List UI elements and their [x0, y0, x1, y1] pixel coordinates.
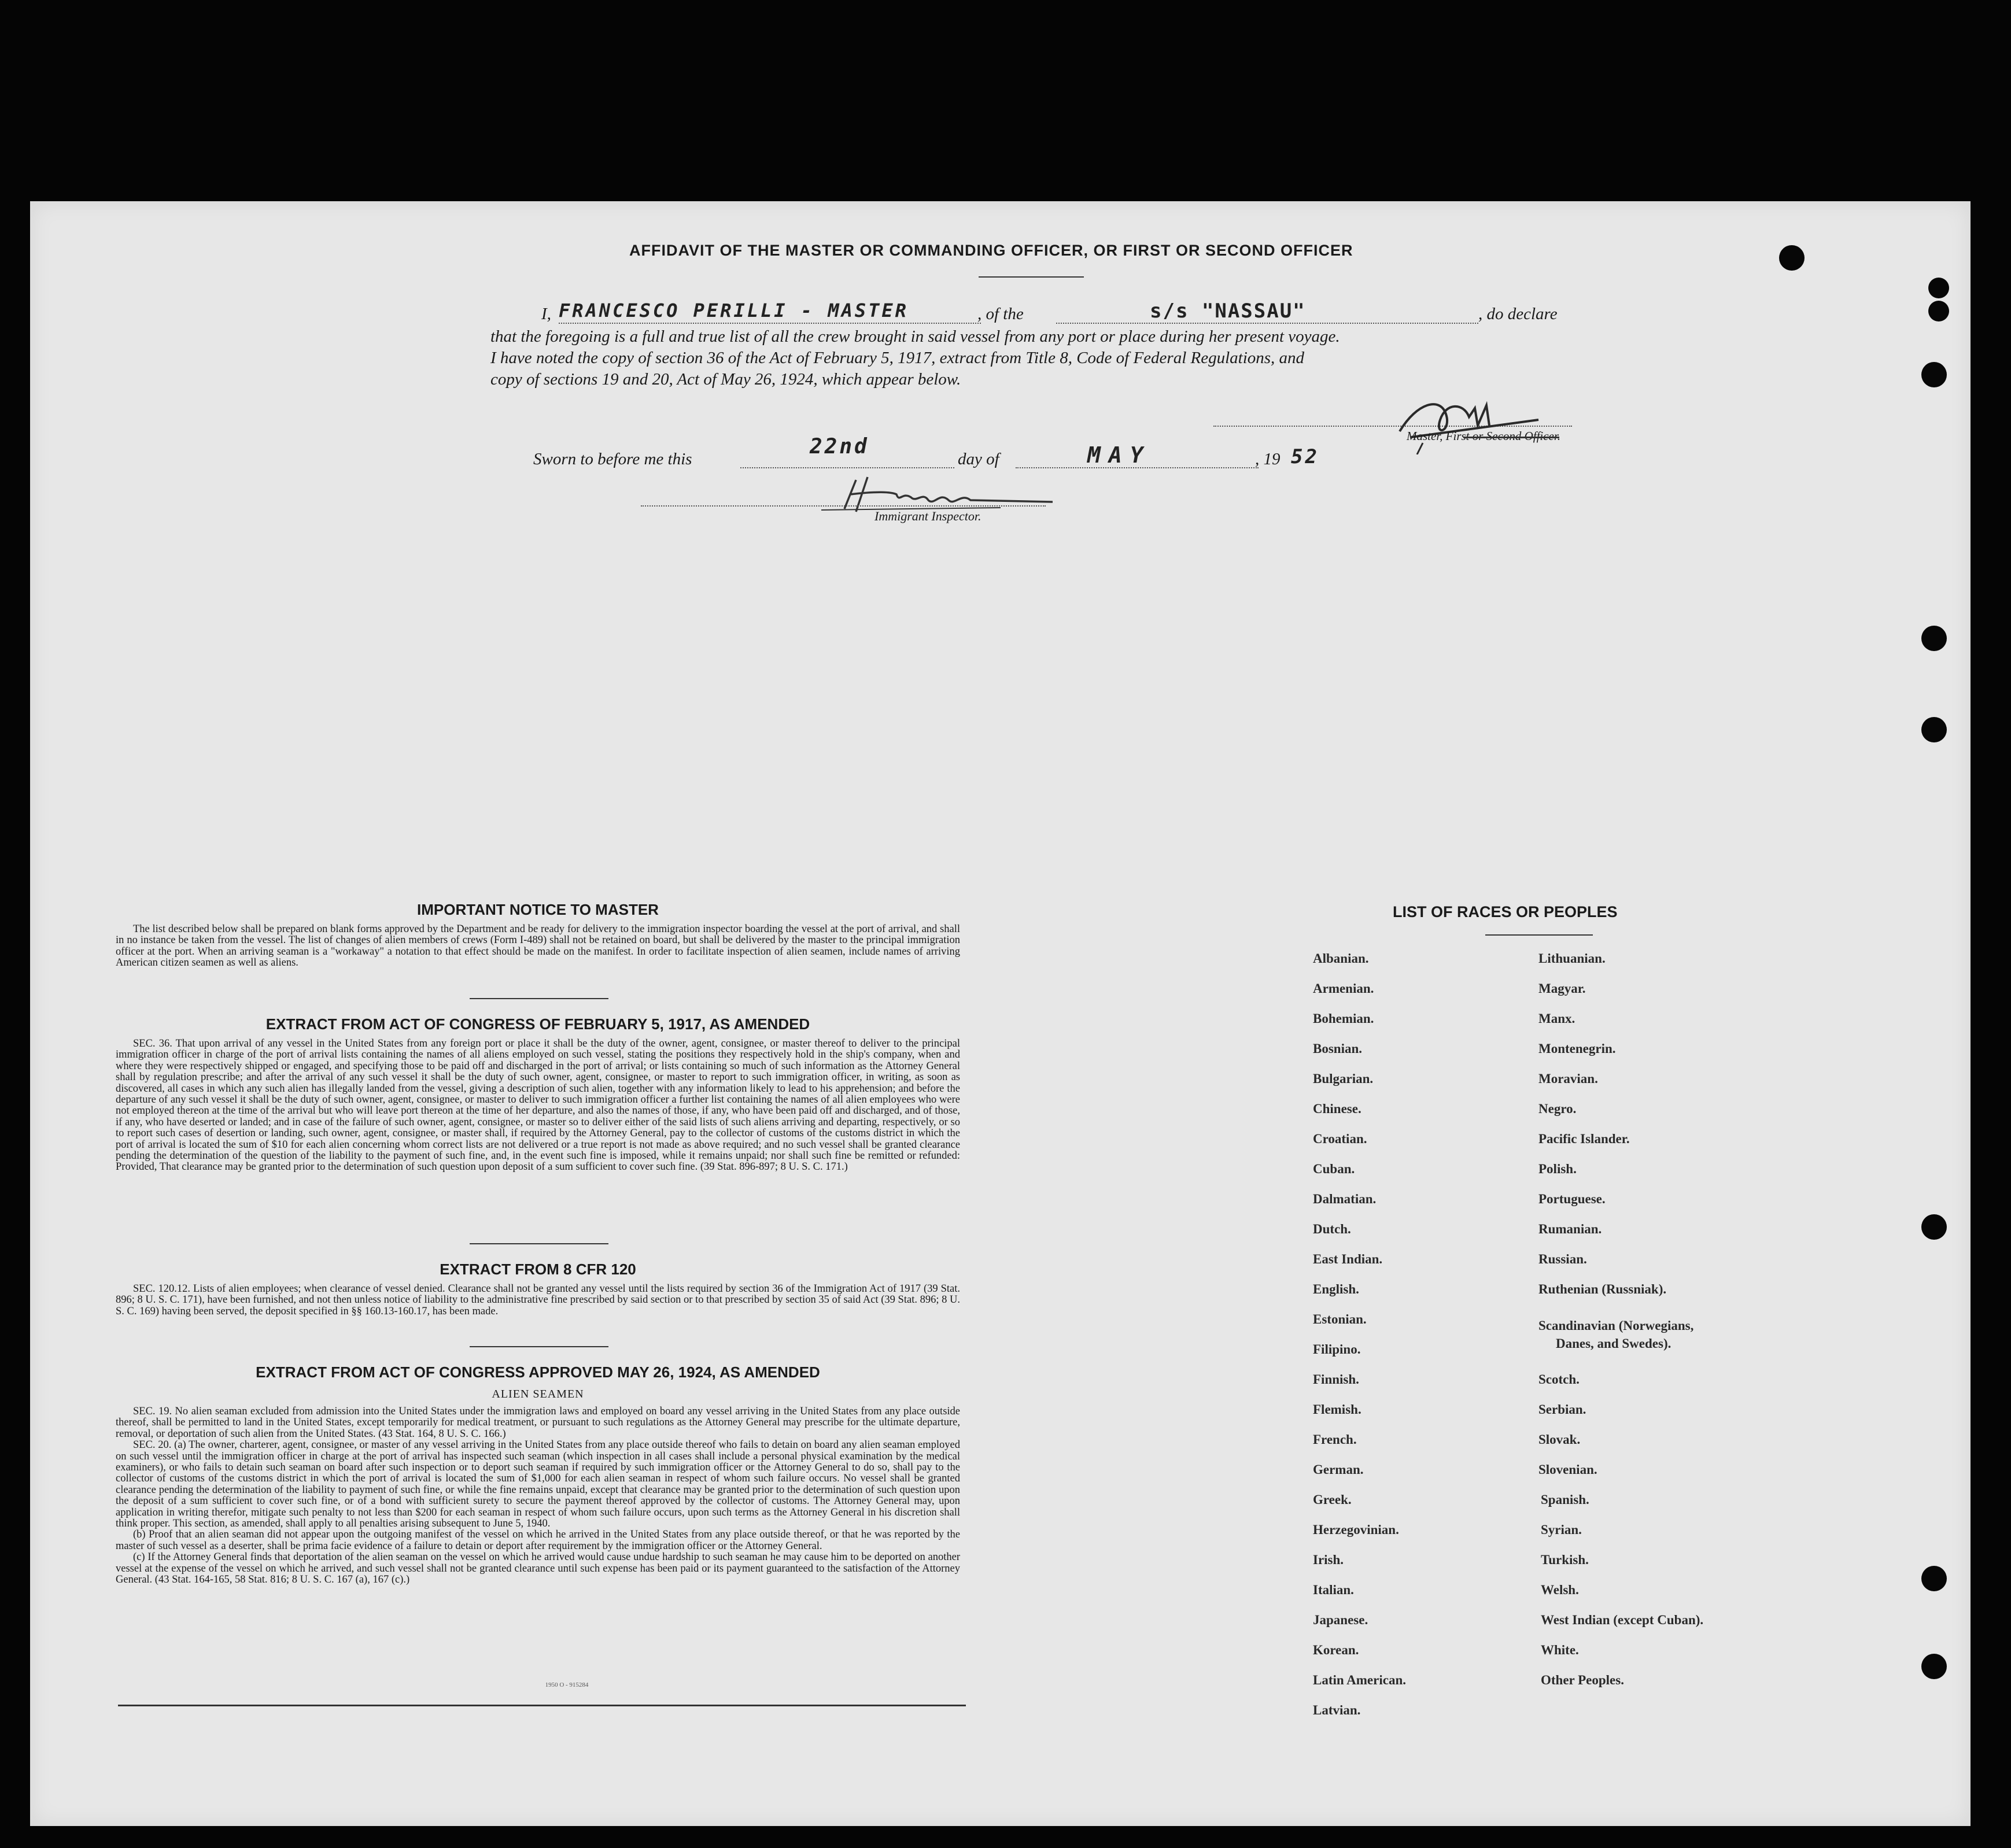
sworn-day: 22nd — [810, 435, 869, 459]
race-item: Other Peoples. — [1541, 1673, 1624, 1687]
race-item: Montenegrin. — [1538, 1041, 1616, 1056]
race-item: Herzegovinian. — [1313, 1522, 1399, 1537]
declaration-do-declare: , do declare — [1478, 305, 1558, 323]
binder-hole-4 — [1921, 362, 1947, 387]
race-item: Scotch. — [1538, 1372, 1580, 1387]
master-signature — [1377, 391, 1550, 454]
race-item: Irish. — [1313, 1553, 1344, 1567]
race-item: Dalmatian. — [1313, 1192, 1377, 1206]
extract-1924-sec19: SEC. 19. No alien seaman excluded from admission into the United States under the immigration laws and employed on board any vessel arriving in the United States from any place outside thereof, shall be permitted to land in the United States, except temporarily for medical treatment, or pursuant to such regulations as the Attorney General may prescribe for the ultimate departure, removal, or deportation of such alien from the United States. (43 Stat. 164, 8 U. S. C. 166.) — [116, 1406, 960, 1440]
extract-1924-title: EXTRACT FROM ACT OF CONGRESS APPROVED MAY 26, 1924, AS AMENDED — [256, 1363, 820, 1381]
extract-1917-title: EXTRACT FROM ACT OF CONGRESS OF FEBRUARY 5, 1917, AS AMENDED — [265, 1015, 810, 1033]
sworn-month: MAY — [1087, 442, 1152, 468]
race-item: Japanese. — [1313, 1613, 1368, 1627]
races-title-rule — [1485, 934, 1593, 936]
extract-1924-sec20a: SEC. 20. (a) The owner, charterer, agent, consignee, or master of any vessel arriving in the United States from any place outside thereof who fails to detain on board any alien seaman employed on such vessel until the immigration officer in charge at the port of arrival has inspected such seaman (which inspection in all cases shall include a personal physical examination by the medical examiners), or who fails to detain such seaman on board after such inspection or to deport such seaman if required by such immigration officer or the Attorney General to do so, shall pay to the collector of customs of the customs district in which the port of arrival is located the sum of $1,000 for each alien seaman in respect of whom such failure occurs. No vessel shall be granted clearance pending the determination of the liability to payment of such fine, or while the fine remains unpaid, except that clearance may be granted prior to the determination of such question upon the deposit of a sum sufficient to cover such fine, or of a bond with sufficient surety to secure the payment thereof approved by the collector of customs. The Attorney General may, upon application in writing therefor, mitigate such penalty to not less than $200 for each seaman in respect of whom such failure occurs, upon such terms as the Attorney General in his discretion shall think proper. This section, as amended, shall apply to all penalties arising subsequent to June 5, 1940. — [116, 1439, 960, 1530]
affidavit-title-rule — [979, 276, 1084, 278]
signature-caption-strike — [1463, 437, 1559, 438]
declaration-of-the: , of the — [977, 305, 1024, 323]
race-item: Syrian. — [1541, 1522, 1582, 1537]
race-item: East Indian. — [1313, 1252, 1383, 1266]
binder-hole-5 — [1921, 626, 1947, 651]
binder-hole-2 — [1928, 278, 1949, 298]
race-item: Moravian. — [1538, 1071, 1598, 1086]
race-item: German. — [1313, 1462, 1364, 1477]
race-item: Cuban. — [1313, 1162, 1355, 1176]
extract-cfr-body — [116, 1284, 960, 1317]
sworn-year-prefix: , 19 — [1255, 450, 1281, 468]
binder-hole-7 — [1921, 1214, 1947, 1240]
declaration-line-4: copy of sections 19 and 20, Act of May 26, 1924, which appear below. — [490, 370, 961, 389]
inspector-caption: Immigrant Inspector. — [874, 509, 981, 523]
race-item: Portuguese. — [1538, 1192, 1606, 1206]
race-item: Manx. — [1538, 1011, 1575, 1026]
race-item: Polish. — [1538, 1162, 1577, 1176]
race-item: Bosnian. — [1313, 1041, 1363, 1056]
race-item: Magyar. — [1538, 981, 1586, 996]
extract-cfr-title: EXTRACT FROM 8 CFR 120 — [440, 1261, 636, 1278]
extract-1924-sec20b: (b) Proof that an alien seaman did not appear upon the outgoing manifest of the vessel on which he arrived in the United States from any place outside thereof, or that he was reported by the master of such vessel as a deserter, shall be prima facie evidence of a failure to detain or deport after requirement by the immigration officer or the Attorney General. — [116, 1529, 960, 1552]
races-title: LIST OF RACES OR PEOPLES — [1393, 903, 1618, 921]
race-item: Scandinavian (Norwegians, — [1538, 1318, 1694, 1333]
race-item: Estonian. — [1313, 1312, 1367, 1326]
extract-1917-paragraph: SEC. 36. That upon arrival of any vessel in the United States from any foreign port or place it shall be the duty of the owner, agent, consignee, or master thereof to deliver to the principal immigration officer in charge of the port of arrival lists containing the names of all aliens employed on such vessel, stating the positions they respectively hold in the ship's company, when and where they were respectively shipped or engaged, and specifying those to be paid off and discharged in the port of arrival; or lists containing so much of such information as the Attorney General shall by regulation prescribe; and after the arrival of any such vessel it shall be the duty of such owner, agent, consignee, or master to report to such immigration officer, in writing, as soon as discovered, all cases in which any such alien has illegally landed from the vessel, giving a description of such alien, together with any information likely to lead to his apprehension; and before the departure of any such vessel it shall be the duty of such owner, agent, consignee, or master to deliver to such immigration officer a further list containing the names of all alien employees who were not employed thereon at the time of the arrival but who will leave port thereon at the time of her departure, and also the names of those, if any, who have been paid off and discharged, and of those, if any, who have deserted or landed; and in case of the failure of such owner, agent, consignee, or master so to deliver either of the said lists of such aliens arriving and departing, respectively, or so to report such cases of desertion or landing, such owner, agent, consignee, or master shall, if required by the Attorney General, pay to the collector of customs of the customs district in which the port of arrival is located the sum of $10 for each alien concerning whom correct lists are not delivered or a true report is not made as above required; and no such vessel shall be granted clearance pending the determination of the question of the liability to the payment of such fine, and, in the event such fine is imposed, while it remains unpaid; nor shall such fine be remitted or refunded: Provided, That clearance may be granted prior to the determination of such question upon deposit of a sum sufficient to cover such fine. (39 Stat. 896-897; 8 U. S. C. 171.) — [116, 1038, 960, 1173]
declarant-name: FRANCESCO PERILLI - MASTER — [559, 300, 909, 321]
race-item: Korean. — [1313, 1643, 1359, 1657]
race-item: Lithuanian. — [1538, 951, 1606, 966]
master-signature-caption: Master, First or Second Officer. — [1407, 429, 1560, 443]
inspector-signature-line — [641, 505, 1046, 507]
extract-1924-subtitle: ALIEN SEAMEN — [492, 1388, 584, 1400]
vessel-name-line — [1056, 323, 1478, 324]
sworn-year: 52 — [1291, 445, 1319, 468]
race-item: Bohemian. — [1313, 1011, 1374, 1026]
sworn-prefix: Sworn to before me this — [533, 450, 692, 468]
race-item: Italian. — [1313, 1583, 1354, 1597]
declaration-line-3: I have noted the copy of section 36 of the Act of February 5, 1917, extract from Title 8, Code of Federal Regulations, and — [490, 349, 1305, 367]
binder-hole-1 — [1779, 245, 1805, 271]
race-item: Danes, and Swedes). — [1556, 1336, 1671, 1351]
binder-hole-6 — [1921, 717, 1947, 742]
race-item: Rumanian. — [1538, 1222, 1602, 1236]
race-item: French. — [1313, 1432, 1357, 1447]
race-item: Dutch. — [1313, 1222, 1351, 1236]
race-item: Chinese. — [1313, 1102, 1361, 1116]
notice-body — [116, 924, 960, 969]
affidavit-title: AFFIDAVIT OF THE MASTER OR COMMANDING OFFICER, OR FIRST OR SECOND OFFICER — [629, 242, 1353, 259]
race-item: Pacific Islander. — [1538, 1132, 1630, 1146]
extract-1924-body — [116, 1406, 960, 1586]
notice-paragraph: The list described below shall be prepared on blank forms approved by the Department and be ready for delivery to the immigration inspector boarding the vessel at the port of arrival, and shall in no instance be taken from the vessel. The list of changes of alien members of crews (Form I-489) shall not be retained on board, but shall be delivered by the master to the principal immigration officer at the port. When an arriving seaman is a "workaway" a notation to that effect should be made on the manifest. In order to facilitate inspection of alien seamen, include names of arriving American citizen seamen as well as aliens. — [116, 923, 960, 969]
binder-hole-9 — [1921, 1654, 1947, 1679]
extract-cfr-rule — [470, 1346, 608, 1347]
race-item: Spanish. — [1541, 1492, 1589, 1507]
race-item: Albanian. — [1313, 951, 1369, 966]
notice-title: IMPORTANT NOTICE TO MASTER — [417, 901, 659, 918]
race-item: Latvian. — [1313, 1703, 1361, 1717]
print-code: 1950 O - 915284 — [545, 1681, 589, 1688]
race-item: Negro. — [1538, 1102, 1577, 1116]
race-item: Bulgarian. — [1313, 1071, 1374, 1086]
race-item: Filipino. — [1313, 1342, 1361, 1357]
race-item: Croatian. — [1313, 1132, 1367, 1146]
declarant-name-line — [559, 323, 981, 324]
declaration-line-2: that the foregoing is a full and true list of all the crew brought in said vessel from any port or place during her present voyage. — [490, 327, 1340, 346]
extract-1917-rule — [470, 1243, 608, 1244]
race-item: Finnish. — [1313, 1372, 1359, 1387]
extract-cfr-paragraph: SEC. 120.12. Lists of alien employees; when clearance of vessel denied. Clearance shall not be granted any vessel until the lists required by section 36 of the Immigration Act of 1917 (39 Stat. 896; 8 U. S. C. 171), have been furnished, and not then unless notice of liability to the administrative fine prescribed by said section or to that prescribed by section 35 of said Act (39 Stat. 896; 8 U. S. C. 169) having been served, the deposit specified in §§ 160.13-160.17, has been made. — [116, 1283, 960, 1317]
race-item: English. — [1313, 1282, 1359, 1296]
extract-1917-body — [116, 1038, 960, 1173]
binder-hole-8 — [1921, 1566, 1947, 1591]
declaration-prefix: I, — [541, 305, 551, 323]
race-item: Slovenian. — [1538, 1462, 1597, 1477]
notice-rule — [470, 998, 608, 999]
race-item: Ruthenian (Russniak). — [1538, 1282, 1667, 1296]
sworn-day-of: day of — [958, 450, 999, 468]
race-item: Serbian. — [1538, 1402, 1586, 1417]
race-item: White. — [1541, 1643, 1579, 1657]
race-item: Armenian. — [1313, 981, 1374, 996]
race-item: Welsh. — [1541, 1583, 1579, 1597]
race-item: Russian. — [1538, 1252, 1587, 1266]
race-item: Greek. — [1313, 1492, 1352, 1507]
race-item: Flemish. — [1313, 1402, 1361, 1417]
binder-hole-3 — [1928, 301, 1949, 321]
race-item: West Indian (except Cuban). — [1541, 1613, 1704, 1627]
race-item: Turkish. — [1541, 1553, 1589, 1567]
race-item: Slovak. — [1538, 1432, 1581, 1447]
race-item: Latin American. — [1313, 1673, 1406, 1687]
vessel-name: s/s "NASSAU" — [1150, 300, 1306, 323]
extract-1924-sec20c: (c) If the Attorney General finds that deportation of the alien seaman on the vessel on which he arrived would cause undue hardship to such seaman he may cause him to be deported on another vessel at the expense of the vessel on which he arrived, and such vessel shall not be granted clearance until such expense has been paid or its payment guaranteed to the satisfaction of the Attorney General. (43 Stat. 164-165, 58 Stat. 816; 8 U. S. C. 167 (a), 167 (c).) — [116, 1551, 960, 1586]
bottom-rule — [118, 1705, 966, 1706]
